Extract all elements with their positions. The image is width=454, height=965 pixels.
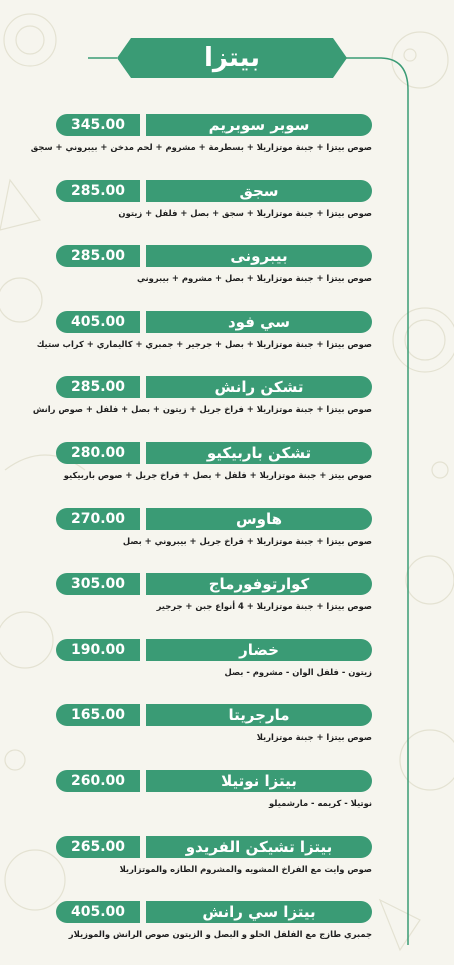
menu-item-price: 280.00 [56,442,140,464]
menu-item-name: تشكن رانش [146,376,372,398]
menu-item-name: تشكن باربيكيو [146,442,372,464]
menu-item-name: سي فود [146,311,372,333]
menu-item-description: صوص بيتزا + جبنة موتزاريلا [256,732,372,742]
menu-item-price: 285.00 [56,376,140,398]
menu-item-price: 270.00 [56,508,140,530]
menu-item-name: خضار [146,639,372,661]
menu-item-price: 190.00 [56,639,140,661]
menu-item-price: 305.00 [56,573,140,595]
menu-item-price: 405.00 [56,901,140,923]
menu-item-description: صوص بيتزا + جبنة موتزاريلا + بصل + جرجير + جمبري + كاليماري + كراب ستيك [36,339,372,349]
menu-item-description: نوتيلا - كريمه - مارشميلو [269,798,372,808]
menu-item-description: جمبري طازج مع الفلفل الحلو و البصل و الزيتون صوص الرانش والموزيلار [68,929,372,939]
menu-item-description: صوص وايت مع الفراخ المشويه والمشروم الطازه والموتزاريلا [119,864,372,874]
menu-item-name: مارجريتا [146,704,372,726]
menu-item-description: صوص بيتز + جبنة موتزاريلا + فلفل + بصل + فراخ جريل + صوص باربيكيو [63,470,372,480]
menu-item-price: 260.00 [56,770,140,792]
menu-item-name: بيتزا سي رانش [146,901,372,923]
menu-item-price: 345.00 [56,114,140,136]
menu-item-description: زيتون - فلفل الوان - مشروم - بصل [224,667,372,677]
menu-item-description: صوص بيتزا + جبنة موتزاريلا + 4 أنواع جبن + جرجير [156,601,372,611]
menu-item-price: 405.00 [56,311,140,333]
menu-item-name: سجق [146,180,372,202]
menu-item-name: بيتزا نوتيلا [146,770,372,792]
menu-item-price: 265.00 [56,836,140,858]
menu-item-price: 165.00 [56,704,140,726]
menu-item-description: صوص بيتزا + جبنة موتزاريلا + بسطرمة + مشروم + لحم مدخن + بيبروني + سجق [30,142,372,152]
menu-item-name: بيبرونى [146,245,372,267]
menu-item-name: هاوس [146,508,372,530]
menu-item-name: بيتزا تشيكن الفريدو [146,836,372,858]
menu-item-description: صوص بيتزا + جبنة موتزاريلا + فراخ جريل + بيبروني + بصل [122,536,372,546]
menu-item-price: 285.00 [56,180,140,202]
menu-item-description: صوص بيتزا + جبنة موتزاريلا + بصل + مشروم + بيبروني [137,273,372,283]
menu-item-description: صوص بيتزا + جبنة موتزاريلا + سجق + بصل + فلفل + زيتون [118,208,372,218]
page-title: بيتزا [203,43,261,73]
menu-item-name: كوارتوفورماج [146,573,372,595]
title-banner [117,38,347,78]
menu-item-description: صوص بيتزا + جبنة موتزاريلا + فراخ جريل + زيتون + بصل + فلفل + صوص رانش [32,404,372,414]
menu-item-price: 285.00 [56,245,140,267]
menu-item-name: سوبر سوبريم [146,114,372,136]
